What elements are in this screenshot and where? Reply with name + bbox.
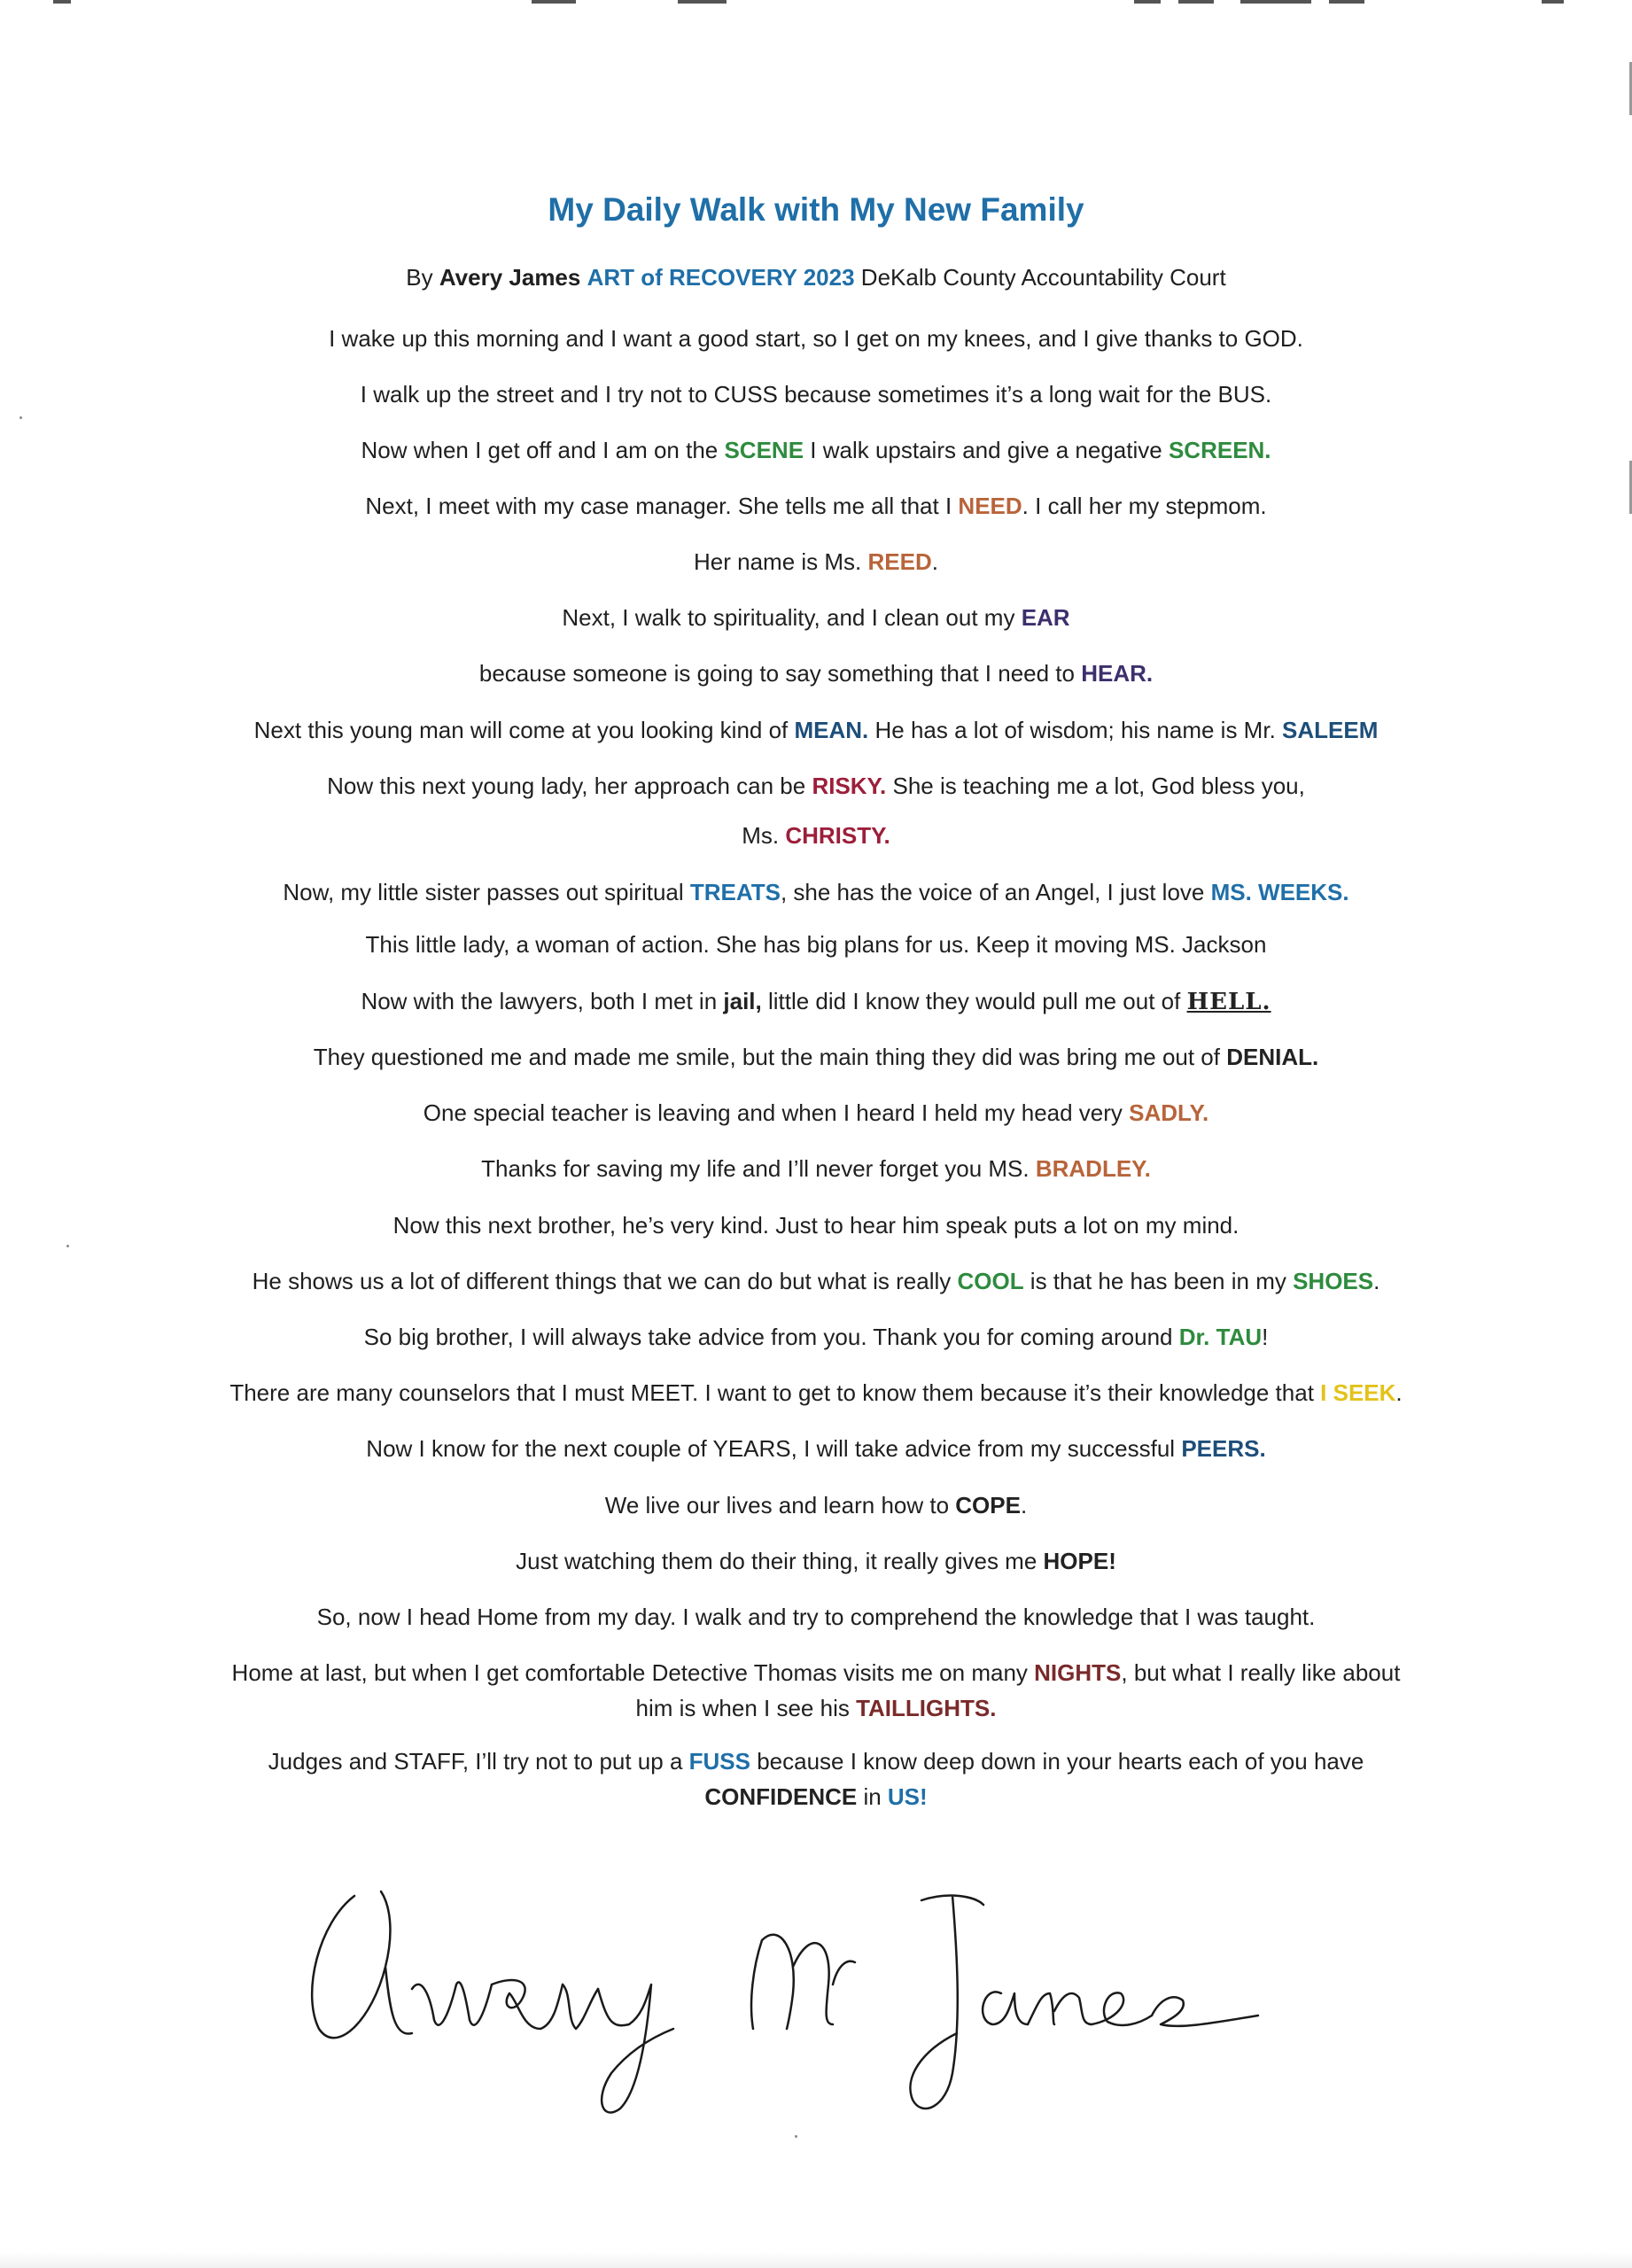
highlighted-word: REED — [867, 548, 932, 575]
highlighted-word: TAILLIGHTS. — [856, 1695, 997, 1721]
poem-line — [151, 927, 1481, 962]
line-text: Home at last, but when I get comfortable Detective Thomas visits me on many — [231, 1659, 1035, 1686]
byline-prefix: By — [406, 264, 439, 291]
poem-line — [227, 1655, 1405, 1726]
poem-line — [151, 321, 1481, 356]
highlighted-word: SHOES — [1293, 1268, 1374, 1294]
line-text: Next, I walk to spirituality, and I clean out my — [562, 604, 1022, 631]
highlighted-word: SALEEM — [1282, 717, 1379, 743]
byline-court: DeKalb County Accountability Court — [854, 264, 1226, 291]
poem-line — [151, 1431, 1481, 1466]
line-text: Now I know for the next couple of YEARS, I will take advice from my successful — [366, 1435, 1182, 1462]
highlighted-word: COOL — [957, 1268, 1024, 1294]
scan-edge-top — [0, 0, 1632, 5]
poem-line — [151, 432, 1481, 468]
poem-line — [151, 377, 1481, 412]
line-text: So, now I head Home from my day. I walk and try to comprehend the knowledge that I was taught. — [316, 1604, 1316, 1630]
byline — [0, 264, 1632, 291]
poem-line — [151, 656, 1481, 691]
line-text: Now with the lawyers, both I met in — [361, 988, 724, 1014]
scan-speck — [795, 2135, 797, 2138]
poem-line — [151, 1208, 1481, 1243]
line-text: little did I know they would pull me out of — [761, 988, 1187, 1014]
highlighted-word: HEAR. — [1081, 660, 1154, 687]
highlighted-word: PEERS. — [1181, 1435, 1266, 1462]
line-text: Just watching them do their thing, it really gives me — [516, 1548, 1044, 1574]
poem-line — [151, 1039, 1481, 1075]
highlighted-word: jail, — [723, 988, 762, 1014]
highlighted-word: RISKY. — [812, 773, 887, 799]
highlighted-word: FUSS — [688, 1748, 750, 1775]
line-text: They questioned me and made me smile, but the main thing they did was bring me out of — [313, 1044, 1227, 1070]
highlighted-word: SCREEN. — [1168, 437, 1271, 463]
document-title: My Daily Walk with My New Family — [548, 191, 1084, 228]
line-text: Now this next brother, he’s very kind. Just to hear him speak puts a lot on my mind. — [392, 1212, 1240, 1239]
line-text: I walk upstairs and give a negative — [804, 437, 1169, 463]
line-text: is that he has been in my — [1023, 1268, 1294, 1294]
highlighted-word: CHRISTY. — [785, 822, 890, 849]
poem-line — [151, 1543, 1481, 1579]
highlighted-word: NIGHTS — [1034, 1659, 1122, 1686]
line-text: . — [1373, 1268, 1380, 1294]
line-text: Judges and STAFF, I’ll try not to put up a — [268, 1748, 689, 1775]
highlighted-word: SCENE — [724, 437, 804, 463]
line-text: in — [857, 1783, 888, 1810]
highlighted-word: EAR — [1021, 604, 1070, 631]
highlighted-word: Dr. TAU — [1178, 1324, 1263, 1350]
poem-line — [151, 768, 1481, 804]
line-text: . — [1395, 1379, 1403, 1406]
line-text: Next, I meet with my case manager. She tells me all that I — [365, 493, 959, 519]
poem-line — [151, 1263, 1481, 1299]
line-text: . — [1020, 1492, 1028, 1518]
handwritten-signature — [301, 1843, 1364, 2126]
line-text: . I call her my stepmom. — [1022, 493, 1267, 519]
highlighted-word: NEED — [958, 493, 1022, 519]
line-text: He has a lot of wisdom; his name is Mr. — [868, 717, 1283, 743]
scan-speck — [19, 416, 22, 419]
line-text: because I know deep down in your hearts each of you have — [750, 1748, 1364, 1775]
line-text: Now this next young lady, her approach can be — [327, 773, 812, 799]
line-text: Next this young man will come at you looking kind of — [253, 717, 795, 743]
highlighted-word: TREATS — [689, 879, 781, 905]
poem-line — [151, 1599, 1481, 1635]
byline-program: ART of RECOVERY 2023 — [587, 264, 855, 291]
line-text: ! — [1262, 1324, 1269, 1350]
highlighted-word: MS. WEEKS. — [1210, 879, 1349, 905]
line-text: We live our lives and learn how to — [604, 1492, 956, 1518]
highlighted-word: MEAN. — [794, 717, 869, 743]
line-text: She is teaching me a lot, God bless you, — [886, 773, 1305, 799]
highlighted-word: COPE — [955, 1492, 1021, 1518]
poem-line — [151, 818, 1481, 853]
poem-line — [151, 1375, 1481, 1410]
line-text: Now when I get off and I am on the — [361, 437, 725, 463]
line-text: I walk up the street and I try not to CUSS because sometimes it’s a long wait for the BUS. — [360, 381, 1272, 408]
scan-speck — [66, 1245, 69, 1247]
highlighted-word: CONFIDENCE — [704, 1783, 858, 1810]
poem-line — [151, 874, 1481, 910]
poem-line — [151, 1151, 1481, 1186]
highlighted-word: HELL. — [1186, 989, 1271, 1015]
poem-line — [151, 1095, 1481, 1130]
line-text: Thanks for saving my life and I’ll never forget you MS. — [481, 1155, 1036, 1182]
highlighted-word: BRADLEY. — [1035, 1155, 1151, 1182]
poem-line — [151, 1319, 1481, 1355]
line-text: Now, my little sister passes out spiritual — [283, 879, 690, 905]
poem-line — [151, 983, 1481, 1020]
line-text: He shows us a lot of different things that we can do but what is really — [252, 1268, 958, 1294]
poem-line — [151, 600, 1481, 635]
line-text: Her name is Ms. — [694, 548, 868, 575]
line-text: . — [931, 548, 938, 575]
line-text: I wake up this morning and I want a good start, so I get on my knees, and I give thanks to GOD. — [329, 325, 1303, 352]
poem-line — [151, 712, 1481, 748]
line-text: Ms. — [742, 822, 786, 849]
line-text: There are many counselors that I must MEET. I want to get to know them because it’s their knowledge that — [229, 1379, 1321, 1406]
line-text: , but what I really like about him is when I see his — [635, 1659, 1401, 1721]
byline-author: Avery James — [439, 264, 581, 291]
line-text: because someone is going to say something that I need to — [478, 660, 1082, 687]
poem-line — [151, 488, 1481, 524]
scan-edge-bottom — [0, 2252, 1632, 2268]
line-text: This little lady, a woman of action. She has big plans for us. Keep it moving MS. Jackson — [365, 931, 1267, 958]
highlighted-word: US! — [887, 1783, 928, 1810]
poem-line — [227, 1744, 1405, 1814]
highlighted-word: SADLY. — [1129, 1099, 1209, 1126]
line-text: So big brother, I will always take advice from you. Thank you for coming around — [363, 1324, 1179, 1350]
line-text: , she has the voice of an Angel, I just love — [780, 879, 1211, 905]
highlighted-word: I SEEK — [1320, 1379, 1396, 1406]
highlighted-word: HOPE! — [1043, 1548, 1116, 1574]
poem-line — [151, 1487, 1481, 1523]
poem-line — [151, 544, 1481, 579]
line-text: One special teacher is leaving and when I heard I held my head very — [423, 1099, 1130, 1126]
highlighted-word: DENIAL. — [1226, 1044, 1319, 1070]
